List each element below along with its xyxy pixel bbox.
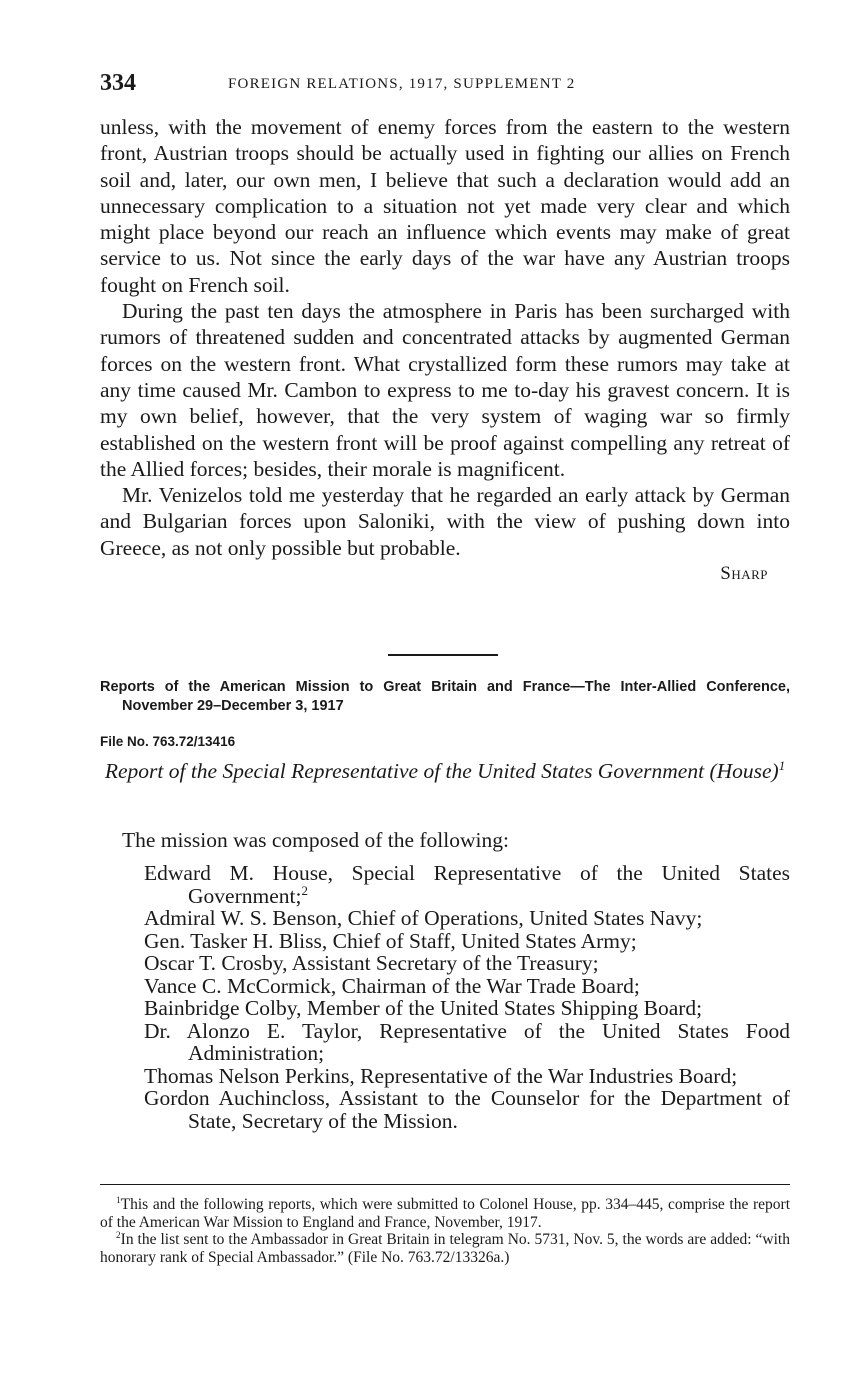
member-text: Bainbridge Colby, Member of the United States Shipping Board; bbox=[144, 996, 703, 1020]
body-paragraph: Mr. Venizelos told me yesterday that he regarded an early attack by German and Bulgarian forces upon Saloniki, with the view of pushing down into Greece, as not only possible but probable. bbox=[100, 483, 790, 560]
body-paragraph: During the past ten days the atmosphere in Paris has been surcharged with rumors of threatened sudden and concentrated attacks by augmented German forces on the western front. What crystallized form these rumors may take at any time caused Mr. Cambon to express to me to-day his gravest concern. It is my own belief, however, that the very system of waging war so firmly established on the western front will be proof against compelling any retreat of the Allied forces; besides, their morale is magnificent. bbox=[100, 299, 790, 481]
member-text: Oscar T. Crosby, Assistant Secretary of the Treasury; bbox=[144, 951, 599, 975]
list-item bbox=[144, 1087, 790, 1132]
list-item bbox=[144, 907, 790, 930]
list-item bbox=[144, 975, 790, 998]
footnotes bbox=[100, 1196, 790, 1266]
footnote-divider bbox=[100, 1184, 790, 1185]
member-text: Edward M. House, Special Representative of the United States Government; bbox=[144, 861, 790, 908]
report-title-text: Report of the Special Representative of the United States Government (House) bbox=[104, 759, 779, 783]
footnote bbox=[100, 1196, 790, 1231]
member-text: Vance C. McCormick, Chairman of the War Trade Board; bbox=[144, 973, 640, 998]
page-header bbox=[100, 70, 790, 100]
footnote-text: This and the following reports, which were submitted to Colonel House, pp. 334–445, comprise the report of the American War Mission to England and France, November, 1917. bbox=[100, 1196, 790, 1231]
list-item bbox=[144, 930, 790, 953]
page-number: 334 bbox=[100, 70, 136, 96]
letter-body bbox=[100, 114, 790, 587]
member-text: Admiral W. S. Benson, Chief of Operations, United States Navy; bbox=[144, 906, 703, 930]
footnote-text: In the list sent to the Ambassador in Great Britain in telegram No. 5731, Nov. 5, the words are added: “with honorary rank of Special Ambassador.” (File No. 763.72/13326a.) bbox=[100, 1231, 790, 1266]
footnote bbox=[100, 1231, 790, 1266]
footnote-marker: 1 bbox=[778, 758, 786, 773]
member-text: Gen. Tasker H. Bliss, Chief of Staff, United States Army; bbox=[144, 928, 637, 953]
footnote-marker: 2 bbox=[301, 883, 308, 898]
list-item bbox=[144, 1065, 790, 1088]
member-text: Thomas Nelson Perkins, Representative of the War Industries Board; bbox=[144, 1063, 738, 1088]
running-head: FOREIGN RELATIONS, 1917, SUPPLEMENT 2 bbox=[228, 76, 576, 92]
member-text: Dr. Alonzo E. Taylor, Representative of the United States Food Administration; bbox=[144, 1018, 790, 1065]
intro-line: The mission was composed of the following: bbox=[122, 828, 509, 852]
footnote-marker: 1 bbox=[116, 1195, 121, 1206]
signature: Sharp bbox=[720, 563, 768, 585]
section-heading: Reports of the American Mission to Great Britain and France—The Inter-Allied Conference, November 29–December 3, 1917 bbox=[100, 679, 790, 714]
list-item bbox=[144, 997, 790, 1020]
list-item bbox=[144, 1020, 790, 1065]
member-text: Gordon Auchincloss, Assistant to the Counselor for the Department of State, Secretary of the Mission. bbox=[144, 1086, 790, 1133]
body-paragraph: unless, with the movement of enemy forces from the eastern to the western front, Austrian troops should be actually used in fighting our allies on French soil and, later, our own men, I believe that such a declaration would add an unnecessary complication to a situation not yet made very clear and which might place beyond our reach an influence which events may make of great service to us. Not since the early days of the war have any Austrian troops fought on French soil. bbox=[100, 115, 790, 297]
file-number: File No. 763.72/13416 bbox=[100, 734, 236, 749]
section-divider bbox=[388, 654, 498, 656]
footnote-marker: 2 bbox=[116, 1230, 121, 1241]
report-title bbox=[100, 758, 790, 784]
list-item bbox=[144, 952, 790, 975]
list-item bbox=[144, 862, 790, 907]
member-list bbox=[144, 862, 790, 1132]
